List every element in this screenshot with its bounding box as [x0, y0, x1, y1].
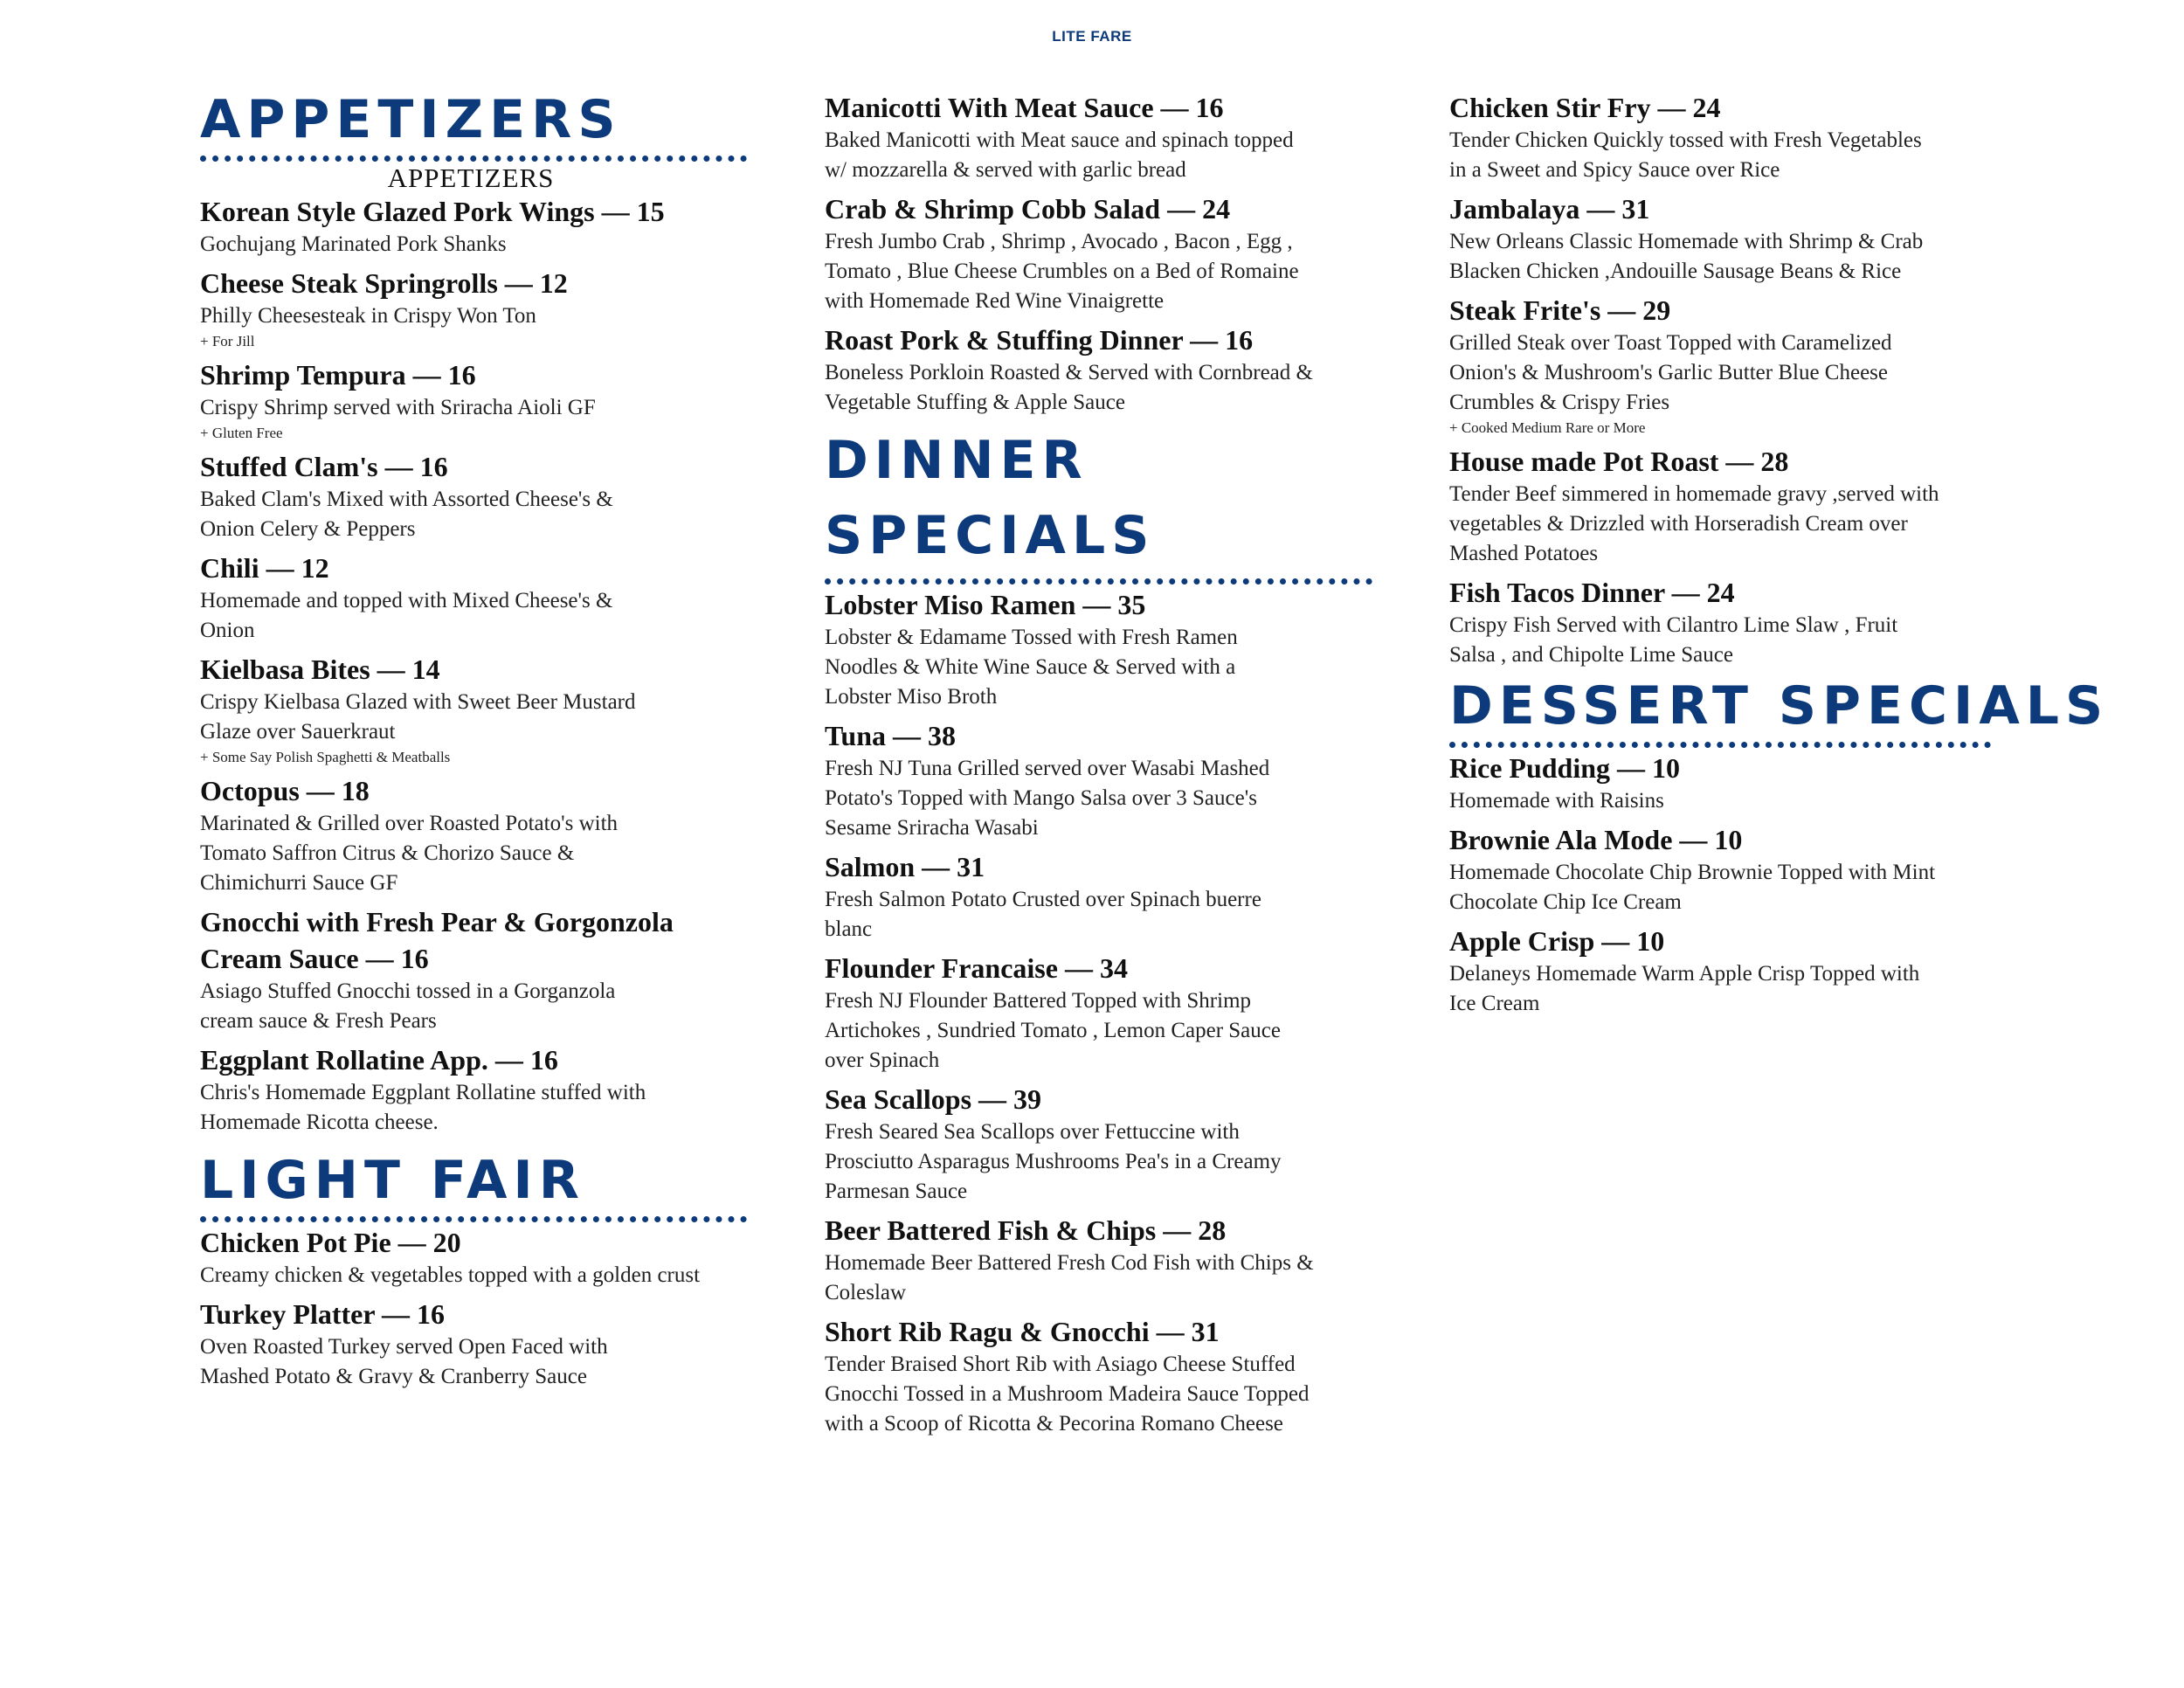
- menu-item: [1449, 821, 2061, 917]
- section-entrees-continued: [825, 89, 1384, 418]
- section-dinner-specials: [825, 423, 1384, 1439]
- menu-item-description: Fresh Seared Sea Scallops over Fettuccine with Prosciutto Asparagus Mushrooms Pea's in a Creamy Parmesan Sauce: [825, 1120, 1282, 1203]
- menu-column-2: [825, 89, 1384, 1444]
- menu-item-description: Tender Braised Short Rib with Asiago Cheese Stuffed Gnocchi Tossed in a Mushroom Madeira Sauce Topped with a Scoop of Ricotta & Pecorina Romano Cheese: [825, 1352, 1310, 1435]
- menu-item: [825, 1313, 1384, 1439]
- menu-item-description: Marinated & Grilled over Roasted Potato's with Tomato Saffron Citrus & Chorizo Sauce & Chimichurri Sauce GF: [200, 812, 619, 895]
- dotted-divider: [1449, 742, 1991, 748]
- menu-item: [1449, 574, 2061, 670]
- menu-item-title: Rice Pudding — 10: [1449, 752, 1681, 784]
- menu-item-title: Crab & Shrimp Cobb Salad — 24: [825, 193, 1231, 225]
- section-appetizers: [200, 89, 759, 1138]
- menu-item-note: + Some Say Polish Spaghetti & Meatballs: [200, 749, 451, 765]
- menu-item-description: Fresh NJ Flounder Battered Topped with Shrimp Artichokes , Sundried Tomato , Lemon Caper Sauce over Spinach: [825, 989, 1281, 1072]
- menu-item-title: Flounder Francaise — 34: [825, 952, 1128, 984]
- menu-item-title: Fish Tacos Dinner — 24: [1449, 577, 1735, 608]
- section-subheading: APPETIZERS: [387, 163, 555, 193]
- menu-item-title: Short Rib Ragu & Gnocchi — 31: [825, 1316, 1220, 1347]
- menu-item: [200, 356, 759, 443]
- menu-item-title: Roast Pork & Stuffing Dinner — 16: [825, 324, 1254, 356]
- menu-item: [825, 322, 1384, 418]
- menu-item-note: + Cooked Medium Rare or More: [1449, 419, 1646, 436]
- menu-item: [200, 1296, 759, 1392]
- section-dessert-specials: [1449, 675, 2110, 1019]
- menu-item: [200, 1224, 759, 1290]
- menu-item-title: Chili — 12: [200, 552, 329, 584]
- menu-item-description: Boneless Porkloin Roasted & Served with Cornbread & Vegetable Stuffing & Apple Sauce: [825, 361, 1313, 414]
- section-heading: DESSERT SPECIALS: [1449, 675, 2110, 737]
- menu-item-title: Korean Style Glazed Pork Wings — 15: [200, 196, 665, 227]
- menu-item: [1449, 89, 2061, 185]
- menu-item-title: House made Pot Roast — 28: [1449, 446, 1789, 477]
- menu-item-description: Asiago Stuffed Gnocchi tossed in a Gorganzola cream sauce & Fresh Pears: [200, 979, 616, 1033]
- menu-item-description: Lobster & Edamame Tossed with Fresh Ramen Noodles & White Wine Sauce & Served with a Lobster Miso Broth: [825, 626, 1238, 709]
- menu-item-description: Chris's Homemade Eggplant Rollatine stuffed with Homemade Ricotta cheese.: [200, 1081, 646, 1134]
- menu-item-title: Salmon — 31: [825, 851, 985, 882]
- menu-item: [825, 190, 1384, 316]
- menu-item: [1449, 923, 2061, 1019]
- menu-item-title: Gnocchi with Fresh Pear & Gorgonzola Cream Sauce — 16: [200, 906, 674, 974]
- menu-item: [1449, 750, 2061, 816]
- menu-item: [200, 448, 759, 544]
- menu-item-title: Sea Scallops — 39: [825, 1083, 1042, 1115]
- section-heading: APPETIZERS: [200, 89, 622, 150]
- menu-item-title: Turkey Platter — 16: [200, 1298, 445, 1330]
- menu-item-title: Manicotti With Meat Sauce — 16: [825, 92, 1224, 123]
- menu-item: [825, 586, 1384, 712]
- dotted-divider: [200, 1216, 747, 1222]
- menu-item-note: + For Jill: [200, 333, 255, 349]
- menu-item-title: Cheese Steak Springrolls — 12: [200, 267, 568, 299]
- menu-column-1: [200, 89, 759, 1397]
- menu-item-title: Shrimp Tempura — 16: [200, 359, 476, 391]
- menu-item: [825, 950, 1384, 1076]
- menu-item-title: Apple Crisp — 10: [1449, 925, 1665, 957]
- menu-item-description: Crispy Kielbasa Glazed with Sweet Beer Mustard Glaze over Sauerkraut: [200, 690, 636, 744]
- menu-item-description: Fresh Jumbo Crab , Shrimp , Avocado , Bacon , Egg , Tomato , Blue Cheese Crumbles on a Bed of Romaine with Homemade Red Wine Vinaigrette: [825, 230, 1299, 313]
- menu-item-description: Crispy Fish Served with Cilantro Lime Slaw , Fruit Salsa , and Chipolte Lime Sauce: [1449, 613, 1898, 667]
- menu-item-title: Lobster Miso Ramen — 35: [825, 589, 1146, 620]
- menu-item-note: + Gluten Free: [200, 425, 283, 441]
- menu-item: [825, 1212, 1384, 1308]
- menu-item-title: Eggplant Rollatine App. — 16: [200, 1044, 558, 1076]
- menu-item: [200, 265, 759, 351]
- menu-item-title: Steak Frite's — 29: [1449, 294, 1671, 326]
- menu-item-description: Gochujang Marinated Pork Shanks: [200, 232, 507, 256]
- menu-item: [1449, 190, 2061, 287]
- menu-item-description: New Orleans Classic Homemade with Shrimp & Crab Blacken Chicken ,Andouille Sausage Beans & Rice: [1449, 230, 1924, 283]
- menu-item-title: Octopus — 18: [200, 775, 370, 806]
- menu-item: [825, 717, 1384, 843]
- menu-item-title: Beer Battered Fish & Chips — 28: [825, 1214, 1227, 1246]
- menu-item-description: Tender Beef simmered in homemade gravy ,served with vegetables & Drizzled with Horseradish Cream over Mashed Potatoes: [1449, 482, 1939, 565]
- menu-item-description: Fresh NJ Tuna Grilled served over Wasabi Mashed Potato's Topped with Mango Salsa over 3 Sauce's Sesame Sriracha Wasabi: [825, 757, 1270, 840]
- menu-item: [200, 193, 759, 259]
- menu-item-title: Brownie Ala Mode — 10: [1449, 824, 1743, 855]
- dotted-divider: [200, 156, 747, 162]
- menu-item-description: Crispy Shrimp served with Sriracha Aioli GF: [200, 396, 596, 419]
- menu-item-description: Baked Manicotti with Meat sauce and spinach topped w/ mozzarella & served with garlic bread: [825, 128, 1294, 182]
- section-entrees-continued-2: [1449, 89, 2061, 670]
- menu-column-3: [1449, 89, 2110, 1024]
- menu-item: [1449, 443, 2061, 569]
- menu-item-description: Fresh Salmon Potato Crusted over Spinach buerre blanc: [825, 888, 1261, 941]
- menu-item-title: Tuna — 38: [825, 720, 956, 751]
- menu-item-description: Homemade Chocolate Chip Brownie Topped with Mint Chocolate Chip Ice Cream: [1449, 861, 1936, 914]
- menu-item-description: Homemade with Raisins: [1449, 789, 1664, 813]
- menu-item-description: Creamy chicken & vegetables topped with a golden crust: [200, 1263, 701, 1287]
- menu-item: [200, 1041, 759, 1138]
- menu-item-title: Kielbasa Bites — 14: [200, 654, 440, 685]
- menu-item: [200, 772, 759, 898]
- menu-item: [200, 903, 759, 1036]
- menu-item-description: Delaneys Homemade Warm Apple Crisp Topped with Ice Cream: [1449, 962, 1920, 1015]
- menu-item-title: Chicken Pot Pie — 20: [200, 1227, 461, 1258]
- menu-item: [1449, 292, 2061, 438]
- menu-item-description: Oven Roasted Turkey served Open Faced with Mashed Potato & Gravy & Cranberry Sauce: [200, 1335, 608, 1388]
- menu-item-description: Philly Cheesesteak in Crispy Won Ton: [200, 304, 536, 328]
- menu-item-description: Grilled Steak over Toast Topped with Caramelized Onion's & Mushroom's Garlic Butter Blue Cheese Crumbles & Crispy Fries: [1449, 331, 1892, 414]
- menu-item-description: Homemade Beer Battered Fresh Cod Fish with Chips & Coleslaw: [825, 1251, 1314, 1304]
- menu-item-description: Baked Clam's Mixed with Assorted Cheese's & Onion Celery & Peppers: [200, 488, 613, 541]
- menu-item-description: Homemade and topped with Mixed Cheese's & Onion: [200, 589, 613, 642]
- section-heading: DINNER SPECIALS: [825, 430, 1156, 566]
- dotted-divider: [825, 578, 1372, 585]
- section-light-fair: [200, 1150, 759, 1392]
- menu-item-title: Jambalaya — 31: [1449, 193, 1650, 225]
- menu-item-title: Stuffed Clam's — 16: [200, 451, 448, 482]
- page-top-label: LITE FARE: [1052, 28, 1132, 45]
- menu-item: [825, 1081, 1384, 1207]
- menu-item: [200, 651, 759, 767]
- menu-item: [825, 89, 1384, 185]
- menu-item: [200, 550, 759, 646]
- menu-item-title: Chicken Stir Fry — 24: [1449, 92, 1721, 123]
- section-heading: LIGHT FAIR: [200, 1150, 585, 1211]
- menu-item: [825, 848, 1384, 944]
- menu-item-description: Tender Chicken Quickly tossed with Fresh Vegetables in a Sweet and Spicy Sauce over Rice: [1449, 128, 1922, 182]
